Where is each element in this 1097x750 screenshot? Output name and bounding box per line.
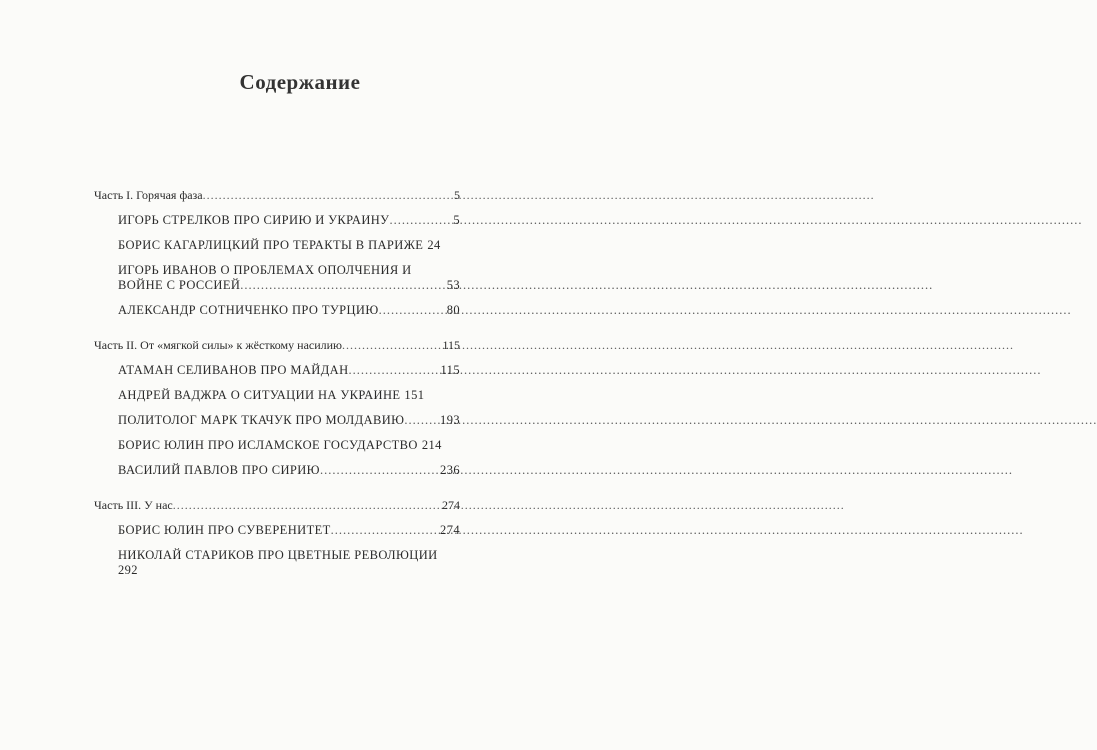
toc-page-number: 193 [440,413,460,427]
toc-page-number: 274 [442,498,460,512]
toc-page-number: 274 [440,523,460,537]
toc-entry[interactable] [94,213,460,228]
toc-page-number: 115 [442,338,460,352]
toc-leader-dots [342,338,441,353]
toc-part-heading[interactable] [94,338,460,353]
toc-part-heading[interactable] [94,498,460,513]
toc-entry-label: ИГОРЬ ИВАНОВ О ПРОБЛЕМАХ ОПОЛЧЕНИЯ И [118,263,412,277]
toc-entry[interactable] [94,303,460,318]
toc-entry[interactable] [94,413,460,428]
toc-entry-label: БОРИС ЮЛИН ПРО СУВЕРЕНИТЕТ [118,523,331,537]
toc-leader-dots [240,278,445,293]
toc-entry-label: ПОЛИТОЛОГ МАРК ТКАЧУК ПРО МОЛДАВИЮ [118,413,405,427]
toc-leader-dots [320,463,439,478]
toc-entry[interactable] [94,548,460,578]
toc-entry-label: БОРИС КАГАРЛИЦКИЙ ПРО ТЕРАКТЫ В ПАРИЖЕ [118,238,424,252]
toc-entry-label: НИКОЛАЙ СТАРИКОВ ПРО ЦВЕТНЫЕ РЕВОЛЮЦИИ [118,548,438,562]
page-title: Содержание [239,70,361,94]
toc-entry[interactable] [94,363,460,378]
toc-entry-label: АНДРЕЙ ВАДЖРА О СИТУАЦИИ НА УКРАИНЕ [118,388,401,402]
toc-entry[interactable] [94,523,460,538]
toc-entry[interactable] [94,238,460,253]
toc-page-number: 151 [404,388,425,402]
toc-entry-label: АТАМАН СЕЛИВАНОВ ПРО МАЙДАН [118,363,349,377]
toc-entry-label-continued: ВОЙНЕ С РОССИЕЙ [118,278,241,292]
toc-entry[interactable] [94,263,460,293]
toc-entry-label: БОРИС ЮЛИН ПРО ИСЛАМСКОЕ ГОСУДАРСТВО [118,438,418,452]
toc-part-3 [94,498,460,578]
table-of-contents [94,188,460,598]
toc-entry-second-line [118,278,460,293]
toc-part-label: Часть I. Горячая фаза [94,188,203,202]
toc-part-label: Часть II. От «мягкой силы» к жёсткому насилию [94,338,343,352]
toc-page-number: 5 [454,188,460,202]
toc-part-1 [94,188,460,318]
toc-entry[interactable] [94,463,460,478]
toc-leader-dots [389,213,452,228]
toc-leader-dots [349,363,440,378]
toc-leader-dots [173,498,441,513]
toc-entry[interactable] [94,388,460,403]
toc-leader-dots [203,188,453,203]
toc-entry[interactable] [94,438,460,453]
toc-page-number: 115 [440,363,460,377]
toc-entry-label: ВАСИЛИЙ ПАВЛОВ ПРО СИРИЮ [118,463,320,477]
toc-page-number: 5 [453,213,460,227]
toc-leader-dots [331,523,439,538]
toc-page-number: 53 [446,278,460,292]
toc-page-number: 292 [118,563,138,577]
toc-page-number: 214 [421,438,442,452]
toc-part-heading[interactable] [94,188,460,203]
toc-part-2 [94,338,460,478]
toc-page-number: 80 [446,303,460,317]
toc-page-number: 236 [440,463,460,477]
toc-leader-dots [379,303,446,318]
toc-leader-dots [404,413,439,428]
toc-page-number: 24 [427,238,441,252]
toc-entry-label: ИГОРЬ СТРЕЛКОВ ПРО СИРИЮ И УКРАИНУ [118,213,390,227]
toc-entry-label: АЛЕКСАНДР СОТНИЧЕНКО ПРО ТУРЦИЮ [118,303,379,317]
toc-part-label: Часть III. У нас [94,498,173,512]
